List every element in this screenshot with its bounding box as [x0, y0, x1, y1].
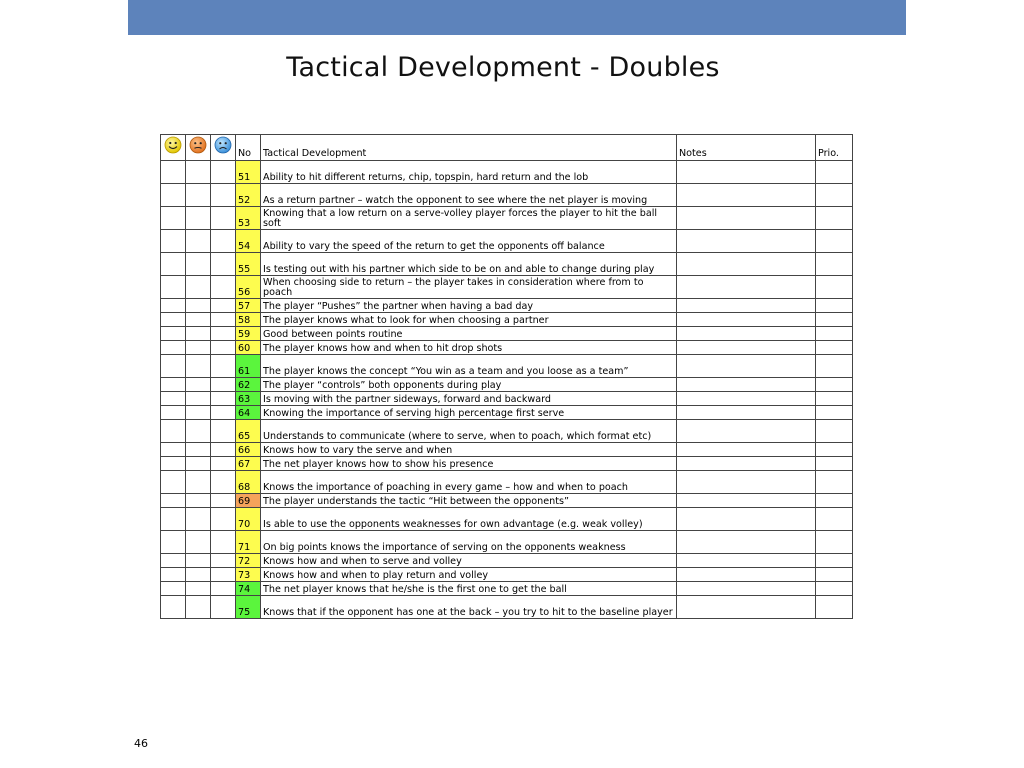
- row-number: 72: [236, 554, 261, 568]
- table-row: [161, 230, 853, 253]
- sad-rating-cell[interactable]: [211, 420, 236, 443]
- table-row: [161, 378, 853, 392]
- row-description: Is testing out with his partner which side to be on and able to change during play: [261, 253, 677, 276]
- sad-rating-cell[interactable]: [211, 253, 236, 276]
- row-description: Understands to communicate (where to serve, when to poach, which format etc): [261, 420, 677, 443]
- sad-rating-cell[interactable]: [211, 406, 236, 420]
- neutral-rating-cell[interactable]: [186, 554, 211, 568]
- sad-rating-cell[interactable]: [211, 327, 236, 341]
- notes-cell[interactable]: [677, 161, 816, 184]
- row-description: Knows how and when to serve and volley: [261, 554, 677, 568]
- prio-cell[interactable]: [816, 299, 853, 313]
- row-number: 66: [236, 443, 261, 457]
- sad-rating-cell[interactable]: [211, 596, 236, 619]
- row-description: Good between points routine: [261, 327, 677, 341]
- row-description: Ability to vary the speed of the return to get the opponents off balance: [261, 230, 677, 253]
- table-row: [161, 341, 853, 355]
- row-description: The player knows the concept “You win as a team and you loose as a team”: [261, 355, 677, 378]
- neutral-rating-cell[interactable]: [186, 596, 211, 619]
- happy-rating-cell[interactable]: [161, 392, 186, 406]
- table-row: [161, 253, 853, 276]
- notes-cell[interactable]: [677, 457, 816, 471]
- happy-rating-cell[interactable]: [161, 471, 186, 494]
- row-description: As a return partner – watch the opponent to see where the net player is moving: [261, 184, 677, 207]
- prio-cell[interactable]: [816, 392, 853, 406]
- row-description: The player “Pushes” the partner when having a bad day: [261, 299, 677, 313]
- page-title: Tactical Development - Doubles: [286, 52, 720, 83]
- happy-rating-cell[interactable]: [161, 313, 186, 327]
- neutral-rating-cell[interactable]: [186, 508, 211, 531]
- neutral-rating-cell[interactable]: [186, 582, 211, 596]
- happy-rating-cell[interactable]: [161, 184, 186, 207]
- row-description: Is able to use the opponents weaknesses for own advantage (e.g. weak volley): [261, 508, 677, 531]
- table-row: [161, 276, 853, 299]
- prio-cell[interactable]: [816, 355, 853, 378]
- row-description: Ability to hit different returns, chip, topspin, hard return and the lob: [261, 161, 677, 184]
- prio-cell[interactable]: [816, 313, 853, 327]
- notes-cell[interactable]: [677, 355, 816, 378]
- prio-cell[interactable]: [816, 420, 853, 443]
- table-row: [161, 207, 853, 230]
- sad-rating-cell[interactable]: [211, 392, 236, 406]
- notes-cell[interactable]: [677, 378, 816, 392]
- happy-rating-cell[interactable]: [161, 230, 186, 253]
- row-number: 70: [236, 508, 261, 531]
- row-number: 52: [236, 184, 261, 207]
- neutral-rating-cell[interactable]: [186, 443, 211, 457]
- table-row: [161, 184, 853, 207]
- notes-cell[interactable]: [677, 531, 816, 554]
- prio-cell[interactable]: [816, 184, 853, 207]
- row-description: Knows that if the opponent has one at the back – you try to hit to the baseline player: [261, 596, 677, 619]
- happy-rating-cell[interactable]: [161, 494, 186, 508]
- row-number: 73: [236, 568, 261, 582]
- table-row: [161, 313, 853, 327]
- prio-cell[interactable]: [816, 596, 853, 619]
- sad-rating-cell[interactable]: [211, 207, 236, 230]
- row-description: Knowing that a low return on a serve-volley player forces the player to hit the ball soft: [261, 207, 677, 230]
- prio-cell[interactable]: [816, 457, 853, 471]
- sad-rating-cell[interactable]: [211, 554, 236, 568]
- row-description: On big points knows the importance of serving on the opponents weakness: [261, 531, 677, 554]
- sad-rating-cell[interactable]: [211, 299, 236, 313]
- row-description: The net player knows that he/she is the first one to get the ball: [261, 582, 677, 596]
- notes-cell[interactable]: [677, 253, 816, 276]
- notes-cell[interactable]: [677, 471, 816, 494]
- sad-face-icon: [214, 136, 232, 154]
- happy-rating-cell[interactable]: [161, 253, 186, 276]
- row-description: The player “controls” both opponents during play: [261, 378, 677, 392]
- table-row: [161, 355, 853, 378]
- happy-rating-cell[interactable]: [161, 554, 186, 568]
- sad-rating-cell[interactable]: [211, 276, 236, 299]
- happy-rating-cell[interactable]: [161, 276, 186, 299]
- table-row: [161, 494, 853, 508]
- sad-rating-cell[interactable]: [211, 494, 236, 508]
- happy-rating-cell[interactable]: [161, 508, 186, 531]
- neutral-rating-cell[interactable]: [186, 230, 211, 253]
- notes-cell[interactable]: [677, 392, 816, 406]
- neutral-rating-cell[interactable]: [186, 355, 211, 378]
- notes-column-header: Notes: [677, 135, 816, 161]
- table-row: [161, 508, 853, 531]
- sad-rating-cell[interactable]: [211, 443, 236, 457]
- neutral-rating-cell[interactable]: [186, 392, 211, 406]
- row-number: 61: [236, 355, 261, 378]
- table-row: [161, 568, 853, 582]
- neutral-rating-cell[interactable]: [186, 253, 211, 276]
- prio-cell[interactable]: [816, 327, 853, 341]
- notes-cell[interactable]: [677, 230, 816, 253]
- notes-cell[interactable]: [677, 299, 816, 313]
- neutral-rating-cell[interactable]: [186, 184, 211, 207]
- tactical-development-table: [160, 134, 853, 619]
- happy-rating-cell[interactable]: [161, 406, 186, 420]
- happy-rating-cell[interactable]: [161, 355, 186, 378]
- table-row: [161, 471, 853, 494]
- happy-rating-cell[interactable]: [161, 457, 186, 471]
- table-row: [161, 299, 853, 313]
- table-row: [161, 406, 853, 420]
- happy-rating-cell[interactable]: [161, 378, 186, 392]
- notes-cell[interactable]: [677, 207, 816, 230]
- row-number: 54: [236, 230, 261, 253]
- sad-rating-cell[interactable]: [211, 582, 236, 596]
- neutral-rating-cell[interactable]: [186, 327, 211, 341]
- prio-cell[interactable]: [816, 161, 853, 184]
- notes-cell[interactable]: [677, 596, 816, 619]
- row-number: 64: [236, 406, 261, 420]
- row-description: The net player knows how to show his presence: [261, 457, 677, 471]
- sad-rating-cell[interactable]: [211, 230, 236, 253]
- happy-rating-cell[interactable]: [161, 341, 186, 355]
- table-row: [161, 554, 853, 568]
- happy-rating-cell[interactable]: [161, 299, 186, 313]
- row-number: 65: [236, 420, 261, 443]
- table-header-row: [161, 135, 853, 161]
- notes-cell[interactable]: [677, 508, 816, 531]
- notes-cell[interactable]: [677, 406, 816, 420]
- notes-cell[interactable]: [677, 568, 816, 582]
- prio-cell[interactable]: [816, 568, 853, 582]
- row-number: 67: [236, 457, 261, 471]
- sad-rating-cell[interactable]: [211, 341, 236, 355]
- prio-cell[interactable]: [816, 378, 853, 392]
- row-number: 63: [236, 392, 261, 406]
- happy-rating-cell[interactable]: [161, 582, 186, 596]
- prio-cell[interactable]: [816, 443, 853, 457]
- prio-cell[interactable]: [816, 406, 853, 420]
- sad-rating-cell[interactable]: [211, 457, 236, 471]
- happy-rating-cell[interactable]: [161, 207, 186, 230]
- sad-rating-cell[interactable]: [211, 355, 236, 378]
- row-description: The player knows what to look for when choosing a partner: [261, 313, 677, 327]
- happy-rating-cell[interactable]: [161, 327, 186, 341]
- happy-rating-cell[interactable]: [161, 596, 186, 619]
- prio-cell[interactable]: [816, 531, 853, 554]
- sad-rating-cell[interactable]: [211, 378, 236, 392]
- neutral-face-column-header: [186, 135, 211, 161]
- prio-cell[interactable]: [816, 582, 853, 596]
- notes-cell[interactable]: [677, 313, 816, 327]
- neutral-rating-cell[interactable]: [186, 406, 211, 420]
- no-column-header: No: [236, 135, 261, 161]
- neutral-rating-cell[interactable]: [186, 494, 211, 508]
- notes-cell[interactable]: [677, 494, 816, 508]
- notes-cell[interactable]: [677, 327, 816, 341]
- happy-rating-cell[interactable]: [161, 568, 186, 582]
- table-row: [161, 420, 853, 443]
- neutral-rating-cell[interactable]: [186, 276, 211, 299]
- row-description: Knowing the importance of serving high percentage first serve: [261, 406, 677, 420]
- sad-rating-cell[interactable]: [211, 508, 236, 531]
- row-number: 69: [236, 494, 261, 508]
- row-description: The player understands the tactic “Hit between the opponents”: [261, 494, 677, 508]
- row-description: Knows the importance of poaching in every game – how and when to poach: [261, 471, 677, 494]
- prio-cell[interactable]: [816, 230, 853, 253]
- row-number: 53: [236, 207, 261, 230]
- neutral-face-icon: [189, 136, 207, 154]
- happy-rating-cell[interactable]: [161, 420, 186, 443]
- neutral-rating-cell[interactable]: [186, 420, 211, 443]
- neutral-rating-cell[interactable]: [186, 471, 211, 494]
- table-row: [161, 161, 853, 184]
- header-bar: [128, 0, 906, 35]
- neutral-rating-cell[interactable]: [186, 341, 211, 355]
- table-row: [161, 457, 853, 471]
- row-number: 51: [236, 161, 261, 184]
- neutral-rating-cell[interactable]: [186, 207, 211, 230]
- neutral-rating-cell[interactable]: [186, 378, 211, 392]
- row-description: When choosing side to return – the player takes in consideration where from to poach: [261, 276, 677, 299]
- neutral-rating-cell[interactable]: [186, 568, 211, 582]
- prio-cell[interactable]: [816, 471, 853, 494]
- row-number: 75: [236, 596, 261, 619]
- row-number: 62: [236, 378, 261, 392]
- happy-face-icon: [164, 136, 182, 154]
- table-row: [161, 596, 853, 619]
- sad-rating-cell[interactable]: [211, 161, 236, 184]
- sad-rating-cell[interactable]: [211, 531, 236, 554]
- table-row: [161, 531, 853, 554]
- prio-cell[interactable]: [816, 207, 853, 230]
- neutral-rating-cell[interactable]: [186, 531, 211, 554]
- sad-rating-cell[interactable]: [211, 568, 236, 582]
- sad-rating-cell[interactable]: [211, 313, 236, 327]
- table-row: [161, 327, 853, 341]
- row-number: 68: [236, 471, 261, 494]
- row-number: 74: [236, 582, 261, 596]
- tactical-development-column-header: Tactical Development: [261, 135, 677, 161]
- notes-cell[interactable]: [677, 341, 816, 355]
- row-description: Knows how to vary the serve and when: [261, 443, 677, 457]
- prio-column-header: Prio.: [816, 135, 853, 161]
- row-number: 57: [236, 299, 261, 313]
- happy-rating-cell[interactable]: [161, 161, 186, 184]
- row-description: Is moving with the partner sideways, forward and backward: [261, 392, 677, 406]
- row-description: Knows how and when to play return and volley: [261, 568, 677, 582]
- notes-cell[interactable]: [677, 443, 816, 457]
- page-number: 46: [134, 737, 148, 750]
- prio-cell[interactable]: [816, 341, 853, 355]
- happy-face-column-header: [161, 135, 186, 161]
- happy-rating-cell[interactable]: [161, 531, 186, 554]
- row-number: 55: [236, 253, 261, 276]
- neutral-rating-cell[interactable]: [186, 299, 211, 313]
- prio-cell[interactable]: [816, 253, 853, 276]
- notes-cell[interactable]: [677, 184, 816, 207]
- row-description: The player knows how and when to hit drop shots: [261, 341, 677, 355]
- table-row: [161, 582, 853, 596]
- prio-cell[interactable]: [816, 276, 853, 299]
- prio-cell[interactable]: [816, 554, 853, 568]
- prio-cell[interactable]: [816, 508, 853, 531]
- row-number: 58: [236, 313, 261, 327]
- sad-rating-cell[interactable]: [211, 184, 236, 207]
- neutral-rating-cell[interactable]: [186, 161, 211, 184]
- notes-cell[interactable]: [677, 420, 816, 443]
- row-number: 71: [236, 531, 261, 554]
- row-number: 56: [236, 276, 261, 299]
- row-number: 59: [236, 327, 261, 341]
- table-row: [161, 392, 853, 406]
- notes-cell[interactable]: [677, 276, 816, 299]
- notes-cell[interactable]: [677, 554, 816, 568]
- happy-rating-cell[interactable]: [161, 443, 186, 457]
- table-row: [161, 443, 853, 457]
- neutral-rating-cell[interactable]: [186, 313, 211, 327]
- sad-face-column-header: [211, 135, 236, 161]
- row-number: 60: [236, 341, 261, 355]
- prio-cell[interactable]: [816, 494, 853, 508]
- sad-rating-cell[interactable]: [211, 471, 236, 494]
- notes-cell[interactable]: [677, 582, 816, 596]
- neutral-rating-cell[interactable]: [186, 457, 211, 471]
